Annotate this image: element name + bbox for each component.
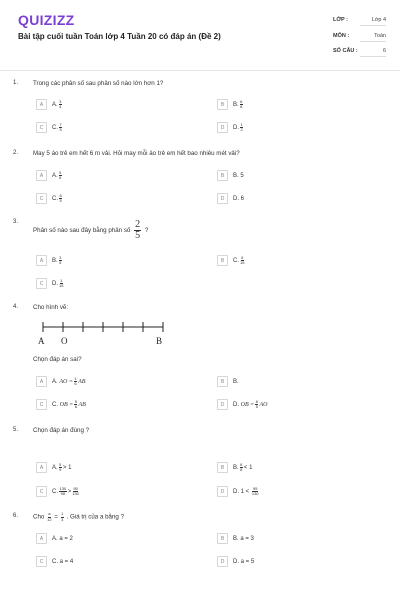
option-key-box: A <box>36 376 47 387</box>
question-subtext: Chọn đáp án sai? <box>33 356 82 363</box>
option-key-box: D <box>217 193 228 204</box>
worksheet-title: Bài tập cuối tuần Toán lớp 4 Tuần 20 có đáp án (Đề 2) <box>18 32 221 41</box>
question-number: 1. <box>13 80 19 86</box>
answer-option[interactable]: D D. $\frac{1}{2}$ <box>217 122 244 133</box>
option-key-box: A <box>36 462 47 473</box>
answer-option[interactable]: A A. $\frac{5}{6}$ <box>36 170 63 181</box>
meta-label-count: SỐ CÂU : <box>333 48 358 54</box>
answer-option[interactable]: C D. $\frac{1}{15}$ <box>36 278 64 289</box>
answer-option[interactable]: C C. $\frac{6}{5}$ <box>36 193 63 204</box>
answer-option[interactable]: D D. OB = $\frac{6}{5}$ AO <box>217 399 267 410</box>
answer-option[interactable]: A B. $\frac{3}{5}$ <box>36 255 63 266</box>
option-key-box: C <box>36 486 47 497</box>
question-number: 5. <box>13 427 19 433</box>
segment-diagram <box>38 318 168 336</box>
fraction: $\frac{6}{8}$ <box>240 98 243 109</box>
option-key-box: C <box>36 556 47 567</box>
answer-option[interactable]: A A. $\frac{5}{9}$ > 1 <box>36 462 71 473</box>
answer-option[interactable]: C C. a = 4 <box>36 556 73 567</box>
fraction: $\frac{6}{5}$ <box>59 192 62 203</box>
option-key-box: C <box>36 122 47 133</box>
fraction: $\frac{a}{12}$ <box>47 511 52 522</box>
meta-value-subject: Toán <box>360 33 386 42</box>
fraction: $\frac{1}{6}$ <box>74 375 77 386</box>
option-key-box: A <box>36 533 47 544</box>
option-key-box: B <box>217 462 228 473</box>
point-label-a: A <box>38 336 45 346</box>
question-number: 3. <box>13 219 19 225</box>
answer-option[interactable]: A A. $\frac{3}{4}$ <box>36 99 63 110</box>
answer-option[interactable]: B B. 5 <box>217 170 244 181</box>
question-number: 6. <box>13 513 19 519</box>
option-key-box: D <box>217 556 228 567</box>
fraction: $\frac{5}{6}$ <box>59 169 62 180</box>
fraction: $\frac{5}{6}$ <box>74 398 77 409</box>
fraction: $\frac{1}{15}$ <box>59 277 64 288</box>
answer-option[interactable]: C C. $\frac{130}{98}$ > $\frac{95}{130}$ <box>36 486 80 497</box>
answer-option[interactable]: B B. $\frac{6}{8}$ <box>217 99 244 110</box>
question-text: Cho $\frac{a}{12}$ = $\frac{1}{3}$ . Giá trị của a bằng ? <box>33 511 125 522</box>
answer-option[interactable]: B B. $\frac{8}{8}$ < 1 <box>217 462 252 473</box>
fraction: $\frac{8}{8}$ <box>240 461 243 472</box>
question-text: Cho hình vẽ: <box>33 304 69 311</box>
option-key-box: A <box>36 170 47 181</box>
answer-option[interactable]: B B. a = 3 <box>217 533 254 544</box>
question-text: Phân số nào sau đây bằng phân số $\frac{2}{5}$ ? <box>33 219 149 241</box>
worksheet-header <box>0 0 400 71</box>
fraction: $\frac{95}{130}$ <box>72 485 79 496</box>
question-number: 2. <box>13 150 19 156</box>
answer-option[interactable]: A A. a = 2 <box>36 533 73 544</box>
option-key-box: B <box>217 170 228 181</box>
answer-option[interactable]: D D. a = 5 <box>217 556 254 567</box>
point-label-b: B <box>156 336 163 346</box>
meta-value-count: 6 <box>360 48 386 57</box>
option-key-box: B <box>217 376 228 387</box>
fraction: $\frac{6}{5}$ <box>255 398 258 409</box>
option-key-box: A <box>36 255 47 266</box>
fraction: $\frac{7}{5}$ <box>59 121 62 132</box>
option-key-box: C <box>36 399 47 410</box>
question-text: Chọn đáp án đúng ? <box>33 427 90 434</box>
option-key-box: C <box>36 193 47 204</box>
fraction: $\frac{3}{5}$ <box>59 254 62 265</box>
option-key-box: C <box>36 278 47 289</box>
answer-option[interactable]: B C. $\frac{6}{15}$ <box>217 255 245 266</box>
question-number: 4. <box>13 304 19 310</box>
fraction: $\frac{2}{5}$ <box>135 219 141 241</box>
answer-option[interactable]: C C. OB = $\frac{5}{6}$ AB <box>36 399 86 410</box>
option-key-box: B <box>217 99 228 110</box>
fraction: $\frac{3}{4}$ <box>59 98 62 109</box>
fraction: $\frac{1}{2}$ <box>240 121 243 132</box>
option-key-box: B <box>217 533 228 544</box>
fraction: $\frac{6}{15}$ <box>240 254 245 265</box>
answer-option[interactable]: A A. AO = $\frac{1}{6}$ AB <box>36 376 85 387</box>
answer-option[interactable]: D D. 1 < $\frac{95}{130}$ <box>217 486 260 497</box>
answer-option[interactable]: D D. 6 <box>217 193 244 204</box>
fraction: $\frac{1}{3}$ <box>61 511 64 522</box>
meta-label-subject: MÔN : <box>333 33 350 39</box>
point-label-o: O <box>61 336 68 346</box>
option-key-box: B <box>217 255 228 266</box>
meta-label-grade: LỚP : <box>333 17 348 23</box>
question-text: Trong các phân số sau phân số nào lớn hơn 1? <box>33 80 164 87</box>
option-key-box: D <box>217 399 228 410</box>
answer-option[interactable]: B B. <box>217 376 239 387</box>
answer-option[interactable]: C C. $\frac{7}{5}$ <box>36 122 63 133</box>
meta-value-grade: Lớp 4 <box>360 17 386 26</box>
quizizz-logo: QUIZIZZ <box>18 12 75 28</box>
fraction: $\frac{95}{130}$ <box>251 485 259 496</box>
question-text: May 5 áo trẻ em hết 6 m vải. Hỏi may mỗi áo trẻ em hết bao nhiêu mét vải? <box>33 150 240 157</box>
option-key-box: D <box>217 486 228 497</box>
fraction: $\frac{5}{9}$ <box>59 461 62 472</box>
fraction: $\frac{130}{98}$ <box>59 485 67 496</box>
option-key-box: D <box>217 122 228 133</box>
option-key-box: A <box>36 99 47 110</box>
